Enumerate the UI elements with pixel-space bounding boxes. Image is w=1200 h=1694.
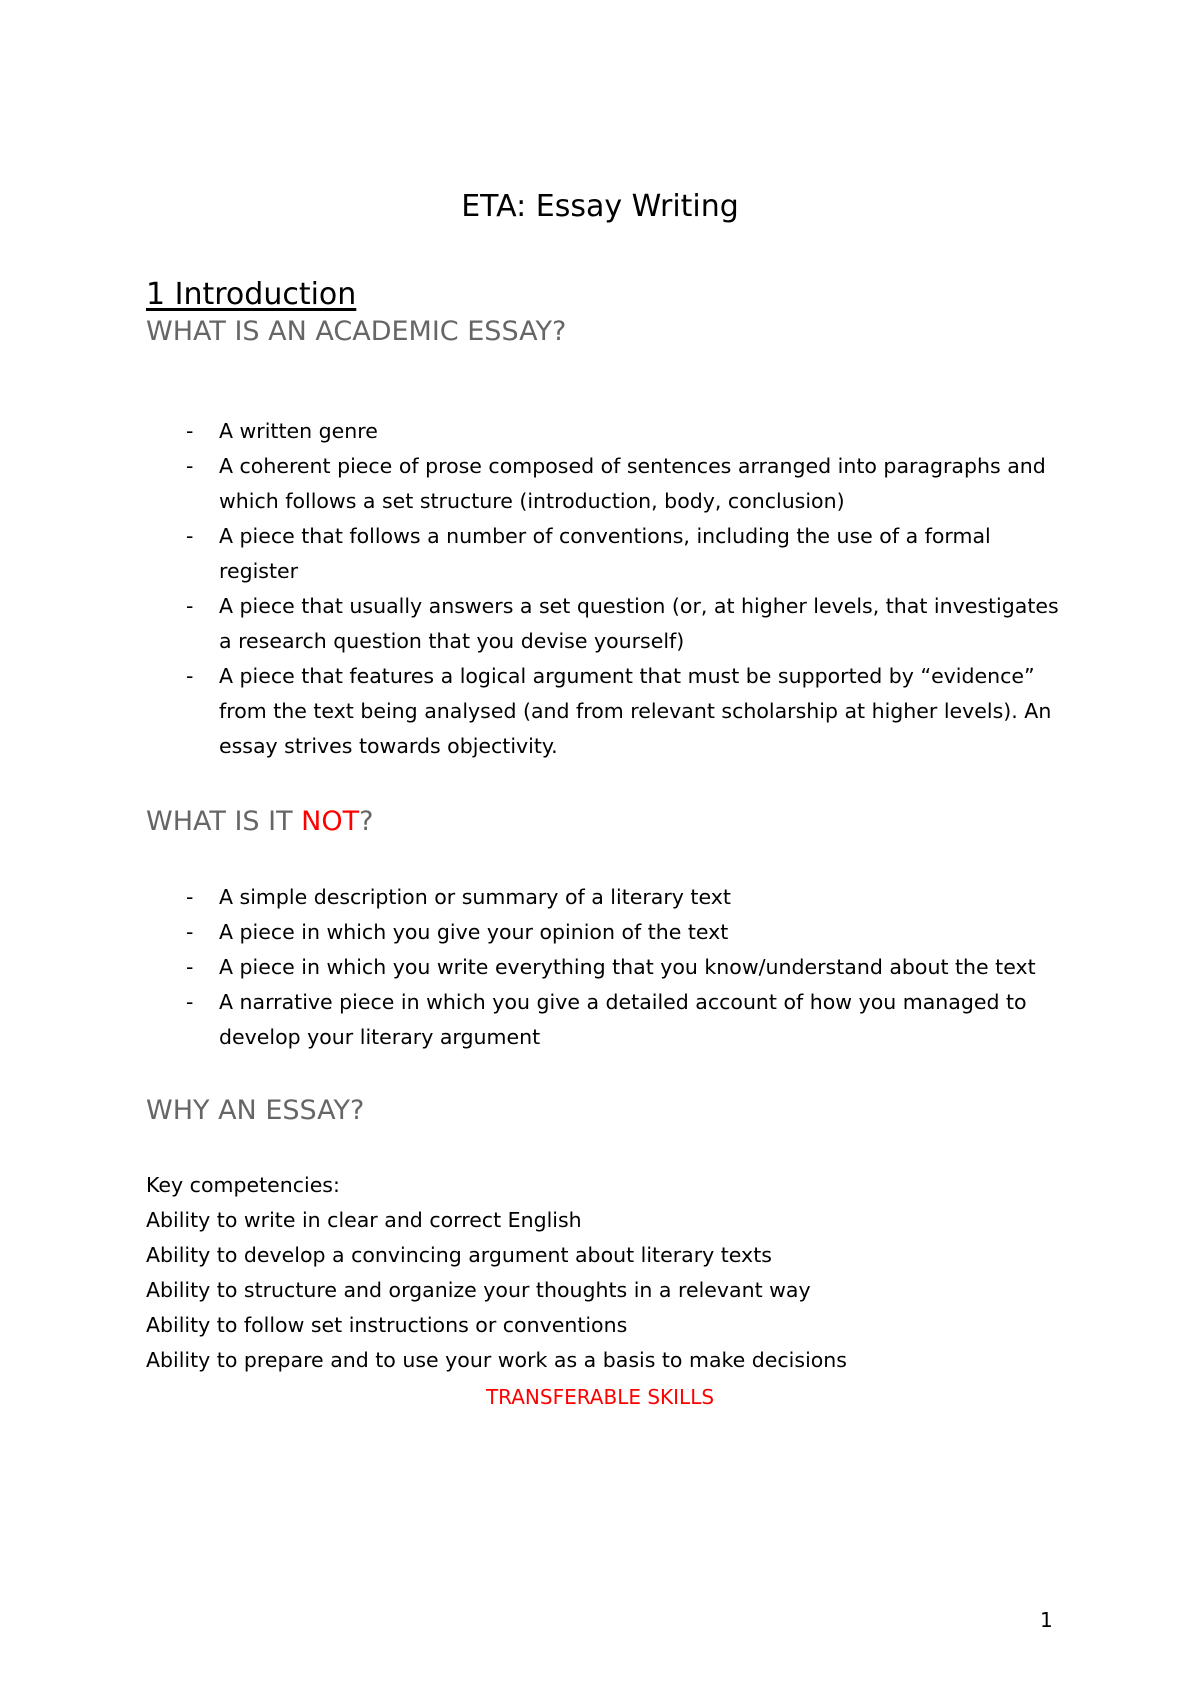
list-item-text: A narrative piece in which you give a detailed account of how you managed to develop your literary argument	[219, 990, 1027, 1049]
competency-item: Ability to write in clear and correct English	[146, 1208, 582, 1232]
transferable-skills-label: TRANSFERABLE SKILLS	[485, 1385, 715, 1409]
bullet-dash: -	[186, 990, 194, 1014]
why-heading: WHY AN ESSAY?	[146, 1095, 365, 1126]
list-item-text: A piece that usually answers a set question (or, at higher levels, that investigates a research question that you devise yourself)	[219, 594, 1059, 653]
what-is-heading: WHAT IS AN ACADEMIC ESSAY?	[146, 316, 567, 347]
bullet-dash: -	[186, 454, 194, 478]
bullet-dash: -	[186, 419, 194, 443]
competency-item: Ability to structure and organize your thoughts in a relevant way	[146, 1278, 811, 1302]
competency-item: Ability to follow set instructions or conventions	[146, 1313, 628, 1337]
list-item-text: A written genre	[219, 419, 378, 443]
what-is-not-heading	[146, 804, 373, 840]
list-item-text: A piece that follows a number of conventions, including the use of a formal register	[219, 524, 991, 583]
bullet-dash: -	[186, 885, 194, 909]
competency-item: Ability to develop a convincing argument about literary texts	[146, 1243, 772, 1267]
list-item-text: A piece in which you write everything that you know/understand about the text	[219, 955, 1036, 979]
document-title: ETA: Essay Writing	[461, 189, 739, 224]
heading-prefix: WHAT IS IT	[146, 806, 302, 837]
bullet-dash: -	[186, 664, 194, 688]
bullet-dash: -	[186, 920, 194, 944]
list-item-text: A piece that features a logical argument that must be supported by “evidence” from the text being analysed (and from relevant scholarship at higher levels). An essay strives towards objectivity.	[219, 664, 1052, 758]
heading-emphasis: NOT	[301, 806, 360, 837]
bullet-dash: -	[186, 594, 194, 618]
list-item-text: A piece in which you give your opinion of the text	[219, 920, 729, 944]
bullet-dash: -	[186, 955, 194, 979]
competencies-intro: Key competencies:	[146, 1173, 340, 1197]
competency-item: Ability to prepare and to use your work as a basis to make decisions	[146, 1348, 847, 1372]
bullet-dash: -	[186, 524, 194, 548]
list-item-text: A coherent piece of prose composed of sentences arranged into paragraphs and which follows a set structure (introduction, body, conclusion)	[219, 454, 1046, 513]
section-heading: 1 Introduction	[146, 277, 357, 312]
list-item-text: A simple description or summary of a literary text	[219, 885, 731, 909]
heading-suffix: ?	[359, 806, 374, 837]
page-number: 1	[1040, 1608, 1053, 1632]
